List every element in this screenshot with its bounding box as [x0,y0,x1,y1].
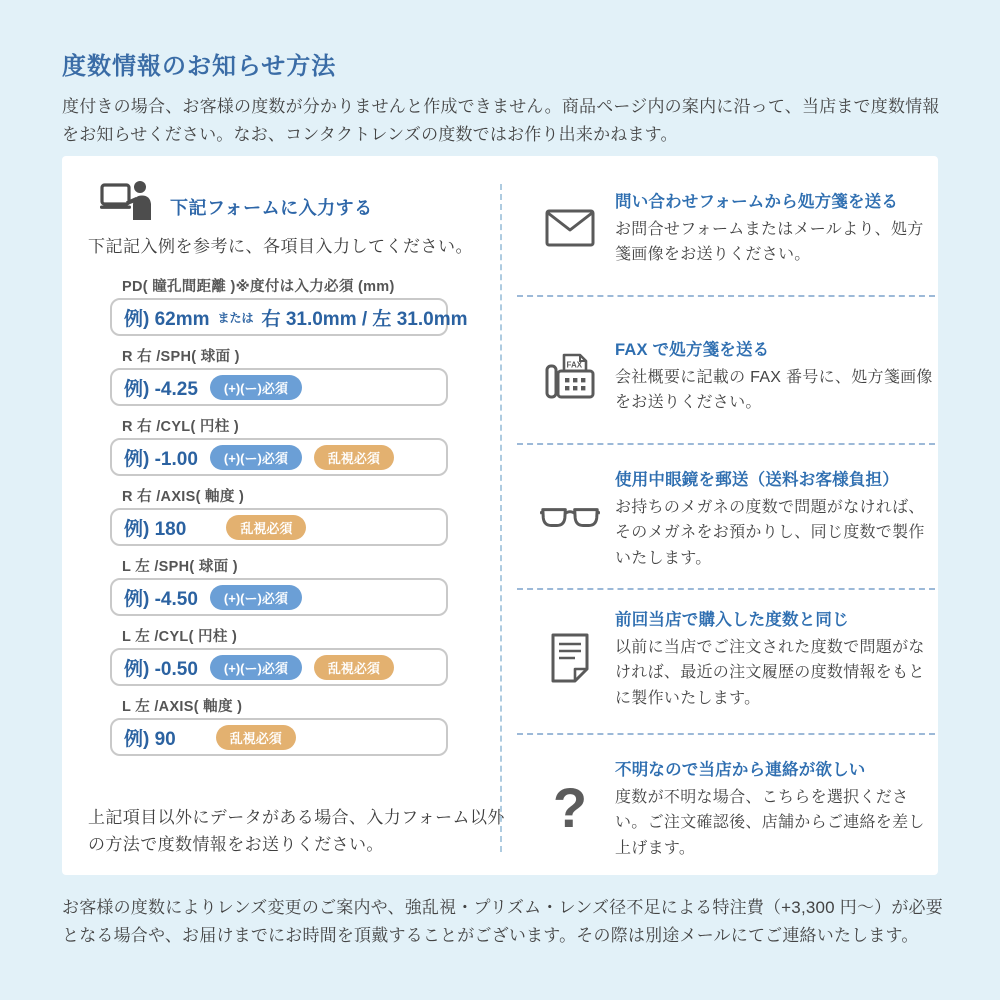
example-connector: または [217,310,254,325]
example-value: 例) 62mm [124,308,210,330]
example-input-box [110,298,468,336]
example-input-box [110,368,448,406]
method-same-as-previous [540,606,936,711]
methods-panel [62,156,938,875]
field-group-r-axis [110,485,448,546]
method-title: 前回当店で購入した度数と同じ [615,611,849,629]
field-label: L 左 /AXIS( 軸度 ) [122,699,243,715]
example-value: 例) -4.25 [124,378,198,400]
example-input-box [110,578,448,616]
field-label: L 左 /CYL( 円柱 ) [122,629,238,645]
field-label: R 右 /CYL( 円柱 ) [122,419,239,435]
example-input-box [110,648,448,686]
example-value: 例) -0.50 [124,658,198,680]
intro-text: 度付きの場合、お客様の度数が分かりませんと作成できません。商品ページ内の案内に沿って、当店まで度数情報をお知らせください。なお、コンタクトレンズの度数ではお作り出来かねます。 [62,97,940,144]
sign-required-badge: (+)(ー)必須 [210,375,302,400]
field-group-r-cyl [110,415,448,476]
field-group-pd [110,275,468,336]
method-separator [517,588,935,590]
method-title: FAX で処方箋を送る [615,341,770,359]
method-body: お問合せフォームまたはメールより、処方箋画像をお送りください。 [615,221,924,264]
field-label: R 右 /SPH( 球面 ) [122,349,240,365]
field-group-l-axis [110,695,448,756]
method-body: 以前に当店でご注文された度数で問題がなければ、最近の注文履歴の度数情報をもとに製作いたします。 [615,639,925,707]
method-body: 会社概要に記載の FAX 番号に、処方箋画像をお送りください。 [615,369,933,412]
glasses-icon [540,505,600,531]
form-example-fields [110,275,468,765]
field-label: L 左 /SPH( 球面 ) [122,559,238,575]
astigmatism-required-badge: 乱視必須 [226,515,306,540]
method-mail-glasses [540,466,936,571]
method-title: 不明なので当店から連絡が欲しい [615,761,866,779]
example-input-box [110,718,448,756]
field-label: PD( 瞳孔間距離 )※度付は入力必須 (mm) [122,279,395,295]
form-section-heading: 下記フォームに入力する [170,198,373,218]
example-value: 例) -4.50 [124,588,198,610]
method-contact-me [540,756,936,861]
footer-note: お客様の度数によりレンズ変更のご案内や、強乱視・プリズム・レンズ径不足による特注費（+3,300 円～）が必要となる場合や、お届けまでにお時間を頂戴することがございます。その際は別途メールにてご連絡いたします。 [62,898,943,945]
method-fax [540,336,936,416]
astigmatism-required-badge: 乱視必須 [314,445,394,470]
astigmatism-required-badge: 乱視必須 [314,655,394,680]
astigmatism-required-badge: 乱視必須 [216,725,296,750]
method-separator [517,733,935,735]
field-group-l-cyl [110,625,448,686]
field-label: R 右 /AXIS( 軸度 ) [122,489,245,505]
field-group-l-sph [110,555,448,616]
memo-icon [540,632,600,684]
example-value: 例) -1.00 [124,448,198,470]
example-value: 例) 90 [124,728,176,750]
svg-text:FAX: FAX [566,360,583,370]
sign-required-badge: (+)(ー)必須 [210,585,302,610]
page-title: 度数情報のお知らせ方法 [62,53,337,80]
sign-required-badge: (+)(ー)必須 [210,655,302,680]
method-body: お持ちのメガネの度数で問題がなければ、そのメガネをお預かりし、同じ度数で製作いたします。 [615,499,925,567]
method-title: 問い合わせフォームから処方箋を送る [615,193,899,211]
mail-icon [540,209,600,247]
example-value-2: 右 31.0mm / 左 31.0mm [261,308,468,330]
method-body: 度数が不明な場合、こちらを選択ください。ご注文確認後、店舗からご連絡を差し上げます。 [615,789,925,857]
example-input-box [110,438,448,476]
field-group-r-sph [110,345,448,406]
form-note: 上記項目以外にデータがある場合、入力フォーム以外の方法で度数情報をお送りください。 [88,808,505,855]
method-contact-form [540,188,936,268]
example-input-box [110,508,448,546]
example-value: 例) 180 [124,518,187,540]
sign-required-badge: (+)(ー)必須 [210,445,302,470]
method-separator [517,443,935,445]
question-icon: ? [552,776,588,840]
method-separator [517,295,935,297]
fax-icon [540,349,600,403]
method-title: 使用中眼鏡を郵送（送料お客様負担） [615,471,899,489]
form-instruction: 下記記入例を参考に、各項目入力してください。 [88,237,473,256]
column-divider [500,184,502,852]
presenter-icon [100,180,152,220]
